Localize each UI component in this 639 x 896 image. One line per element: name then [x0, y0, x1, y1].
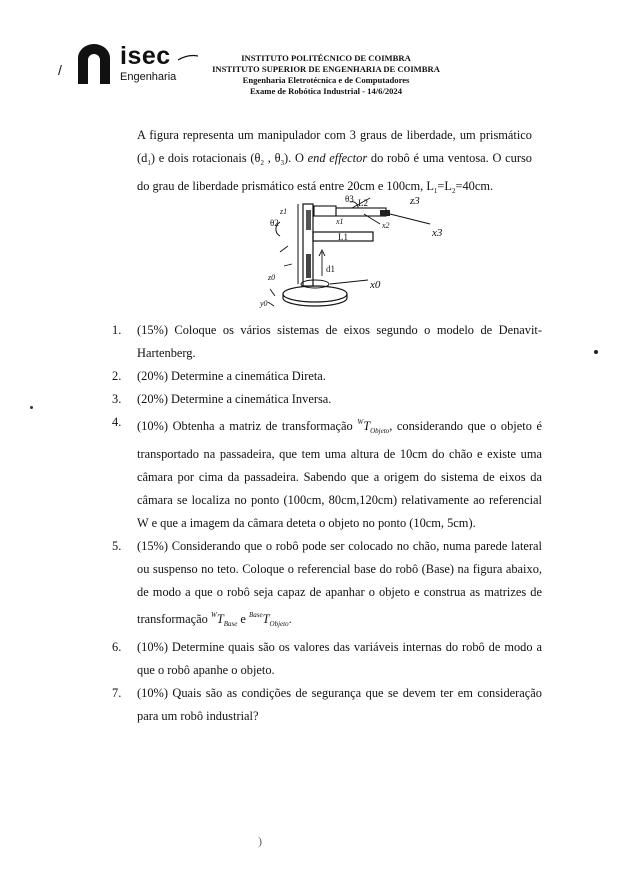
logo-n-icon	[76, 44, 112, 84]
l2-label: L2	[358, 198, 368, 208]
prismatic-column	[298, 204, 313, 286]
intro-sub-1: 1	[147, 159, 151, 167]
scan-mark: )	[258, 834, 262, 848]
intro-italic: end effector	[307, 151, 368, 165]
logo-swoosh-icon	[178, 54, 198, 62]
z0-label: z0	[268, 273, 276, 282]
x2-label: x2	[382, 221, 390, 230]
z1-label: z1	[280, 207, 288, 216]
x1-label: x1	[336, 217, 344, 226]
institution-line-1: INSTITUTO POLITÉCNICO DE COIMBRA	[241, 53, 411, 63]
question-4: 4. (10%) Obtenha a matriz de transformação $^WT_{Objeto}$, considerando que o objeto é transportado na passadeira, que tem uma altura de 10cm do chão e existe uma câmara por cima da passadeira. Sabendo que a origem do sistema de eixos da câmara se localiza no ponto (100cm, 80cm,120cm) relativamente ao referencial W e que a imagem da câmara deteta o objeto no ponto (10cm, 5cm).	[112, 415, 543, 530]
question-1: 1. (15%) Coloque os vários sistemas de eixos segundo o modelo de Denavit-Hartenberg.	[112, 323, 542, 360]
intro-text-7: =40cm.	[455, 179, 494, 193]
y0-label: y0	[260, 299, 268, 308]
d1-label: d1	[326, 264, 335, 274]
question-6: 6. (10%) Determine quais são os valores das variáveis internas do robô de modo a que o robô apanhe o objeto.	[112, 640, 542, 677]
x3-label: x3	[432, 227, 443, 239]
intro-sub-5: 1	[433, 187, 438, 195]
intro-text-6: =L	[437, 179, 452, 193]
intro-text-2: ) e dois rotacionais (θ	[150, 151, 261, 165]
robot-base	[283, 280, 347, 306]
logo-subtitle: Engenharia	[120, 71, 177, 83]
intro-sub-2: 2	[260, 159, 264, 167]
intro-text-4: ). O	[284, 151, 308, 165]
intro-text-3: , θ	[264, 151, 281, 165]
theta3-label: θ3	[345, 194, 354, 204]
logo-brand-text: isec	[120, 42, 171, 70]
intro-text-1: A figura representa um manipulador com 3 graus de liberdade, um prismático (d	[137, 128, 532, 165]
institution-line-2: INSTITUTO SUPERIOR DE ENGENHARIA DE COIMBRA	[212, 64, 440, 74]
scan-speck	[30, 406, 33, 409]
isec-logo	[58, 40, 198, 90]
intro-text-5: do robô é uma ventosa. O curso do grau de liberdade prismático está entre 20cm e 100cm, L	[137, 151, 532, 193]
institution-header	[196, 53, 456, 97]
questions-list	[112, 319, 542, 728]
z3-label: z3	[410, 195, 420, 207]
exam-title: Exame de Robótica Industrial - 14/6/2024	[249, 86, 403, 96]
intro-sub-3: 3	[280, 159, 285, 167]
x0-label: x0	[370, 279, 381, 291]
apostrophe-mark: /	[58, 62, 62, 78]
question-2: 2. (20%) Determine a cinemática Direta.	[112, 369, 326, 383]
x3-axis	[390, 214, 430, 224]
robot-manipulator-figure	[240, 184, 490, 309]
intro-sub-6: 2	[451, 187, 456, 195]
department-line: Engenharia Eletrotécnica e de Computadores	[242, 75, 410, 85]
scan-speck	[594, 350, 598, 354]
question-7: 7. (10%) Quais são as condições de segurança que se devem ter em consideração para um robô industrial?	[112, 686, 542, 723]
question-5: 5. (15%) Considerando que o robô pode ser colocado no chão, numa parede lateral ou suspenso no teto. Coloque o referencial base do robô (Base) na figura abaixo, de modo a que o robô seja capaz de apanhar o objeto e construa as matrizes de transformação $^WT_{Base}$ e $^{Base}T_{Objeto}$.	[112, 539, 542, 628]
theta2-label: θ2	[270, 218, 279, 228]
question-3: 3. (20%) Determine a cinemática Inversa.	[112, 392, 332, 406]
x0-axis	[330, 280, 368, 284]
l1-label: L1	[338, 232, 348, 242]
